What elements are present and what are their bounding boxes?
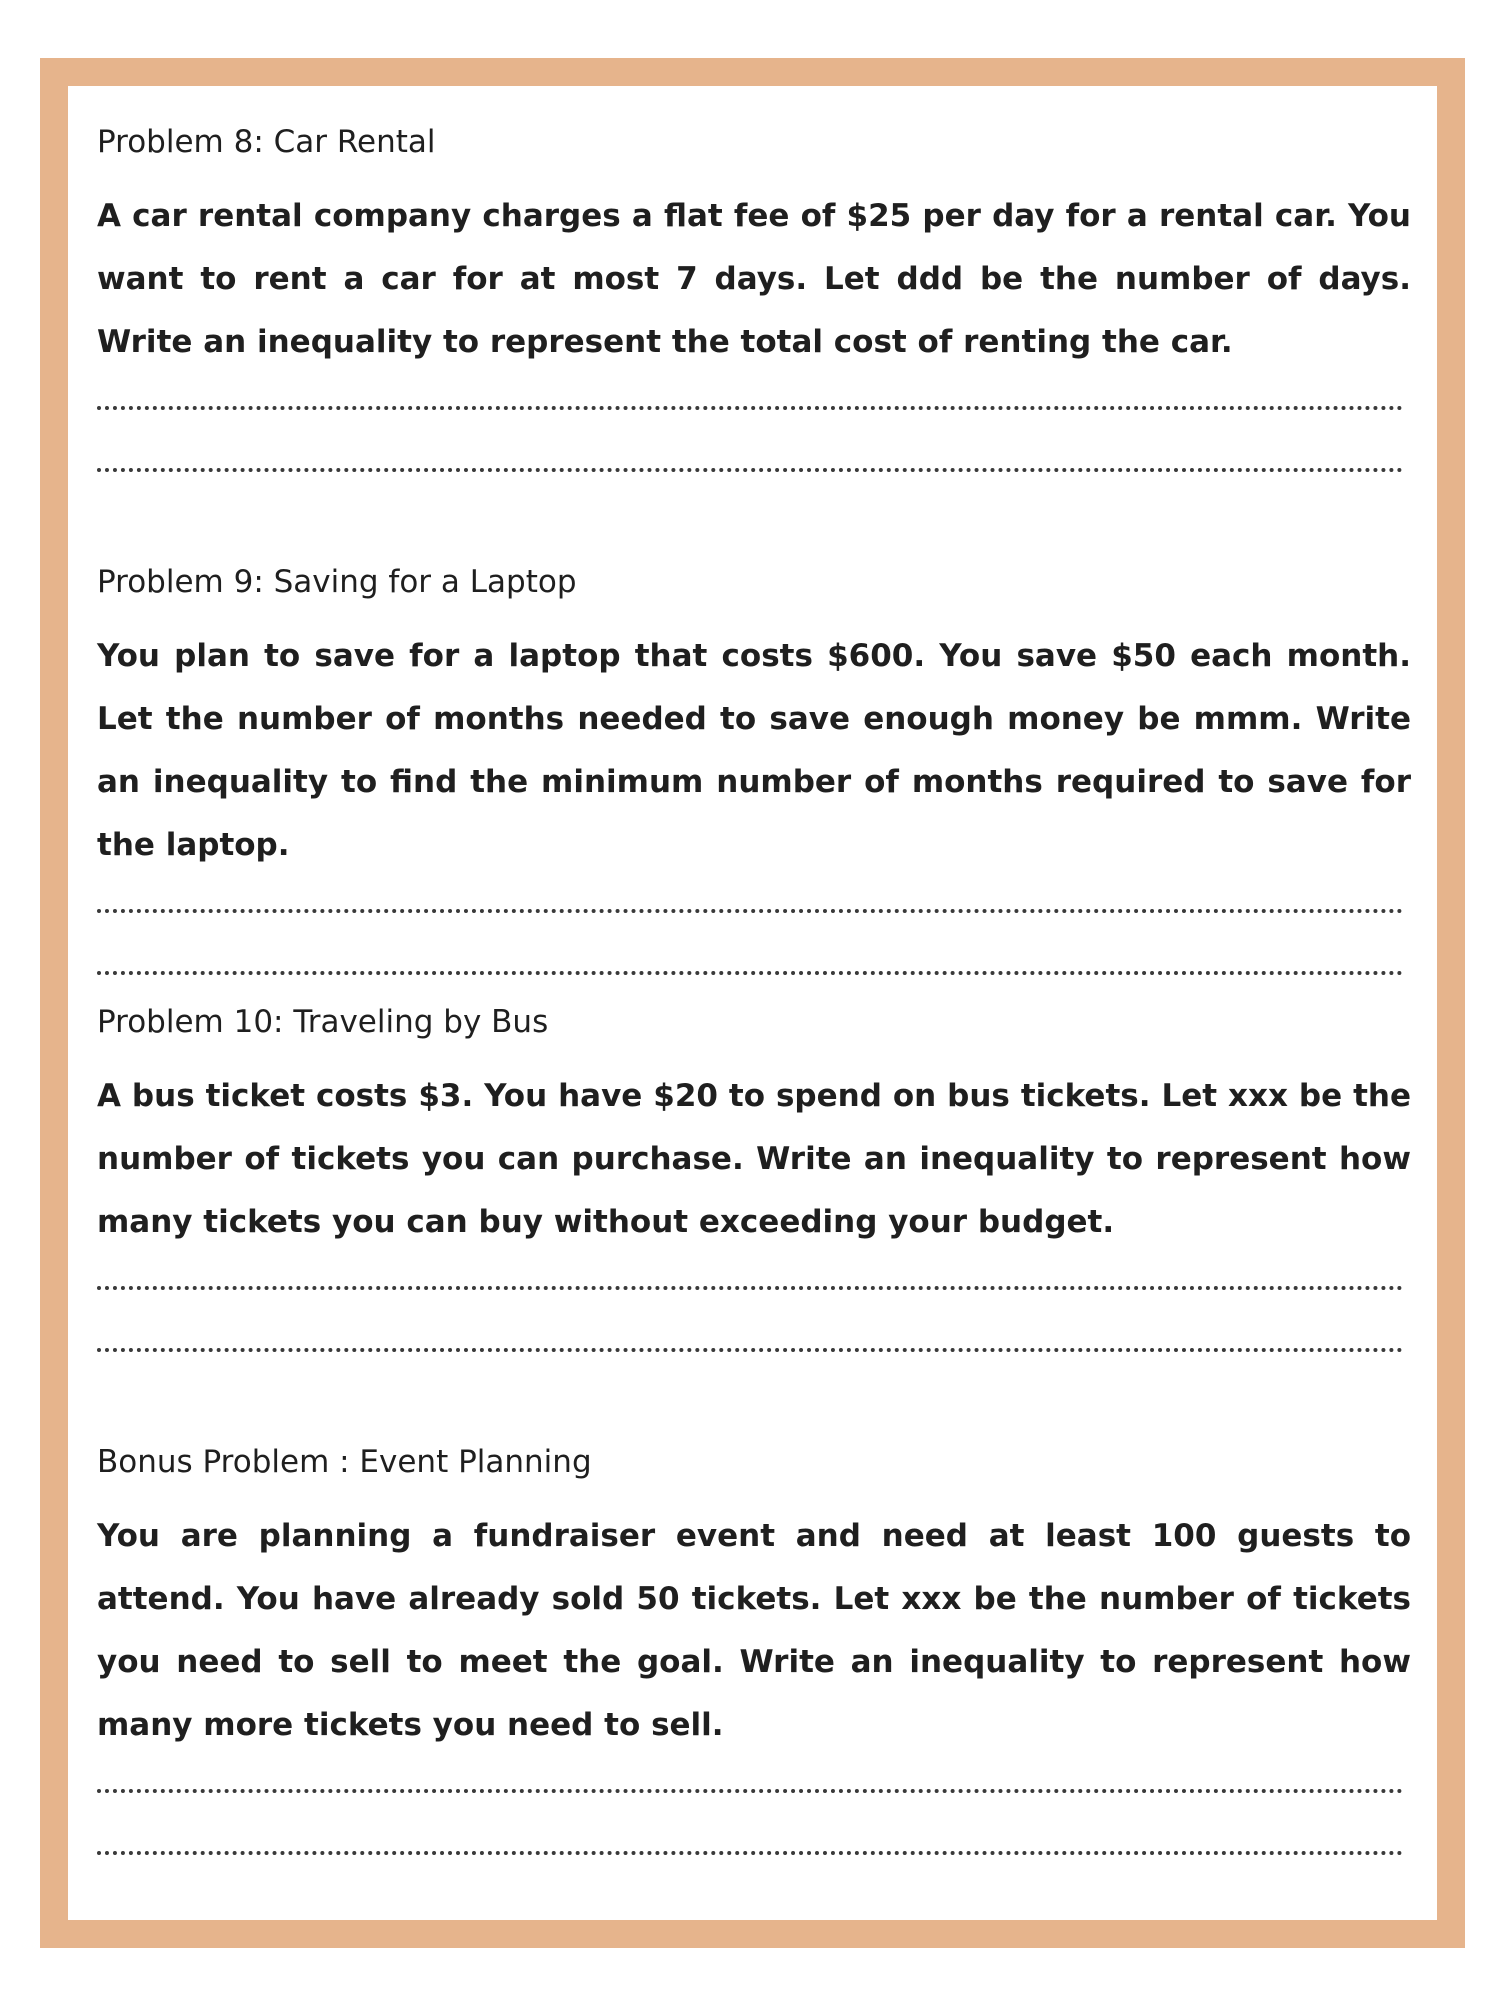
problem-title: Problem 9: Saving for a Laptop — [97, 564, 577, 600]
answer-line-1[interactable] — [97, 1789, 1403, 1793]
answer-line-1[interactable] — [97, 406, 1403, 410]
answer-line-2[interactable] — [97, 1348, 1403, 1352]
answer-line-1[interactable] — [97, 909, 1403, 913]
problem-title: Problem 8: Car Rental — [97, 124, 436, 160]
problem-text: A car rental company charges a flat fee of $25 per day for a rental car. You want to rent a car for at most 7 days. Let ddd be the number of days. Write an inequality to represent the total cost of renting the car. — [97, 198, 1411, 360]
problem-8 — [97, 122, 1411, 472]
problem-10 — [97, 1002, 1411, 1352]
problem-text: You plan to save for a laptop that costs $600. You save $50 each month. Let the number of months needed to save enough money be mmm. Write an inequality to find the minimum number of months required to save for the laptop. — [97, 638, 1411, 863]
problem-text: A bus ticket costs $3. You have $20 to spend on bus tickets. Let xxx be the number of tickets you can purchase. Write an inequality to represent how many tickets you can buy without exceeding your budget. — [97, 1078, 1411, 1240]
problem-title: Problem 10: Traveling by Bus — [97, 1004, 549, 1040]
answer-line-2[interactable] — [97, 971, 1403, 975]
answer-line-2[interactable] — [97, 468, 1403, 472]
answer-line-2[interactable] — [97, 1851, 1403, 1855]
problem-9 — [97, 562, 1411, 975]
bonus-problem — [97, 1442, 1411, 1855]
problem-text: You are planning a fundraiser event and need at least 100 guests to attend. You have already sold 50 tickets. Let xxx be the number of tickets you need to sell to meet the goal. Write an inequality to represent how many more tickets you need to sell. — [97, 1518, 1411, 1743]
problem-title: Bonus Problem : Event Planning — [97, 1444, 592, 1480]
answer-line-1[interactable] — [97, 1286, 1403, 1290]
